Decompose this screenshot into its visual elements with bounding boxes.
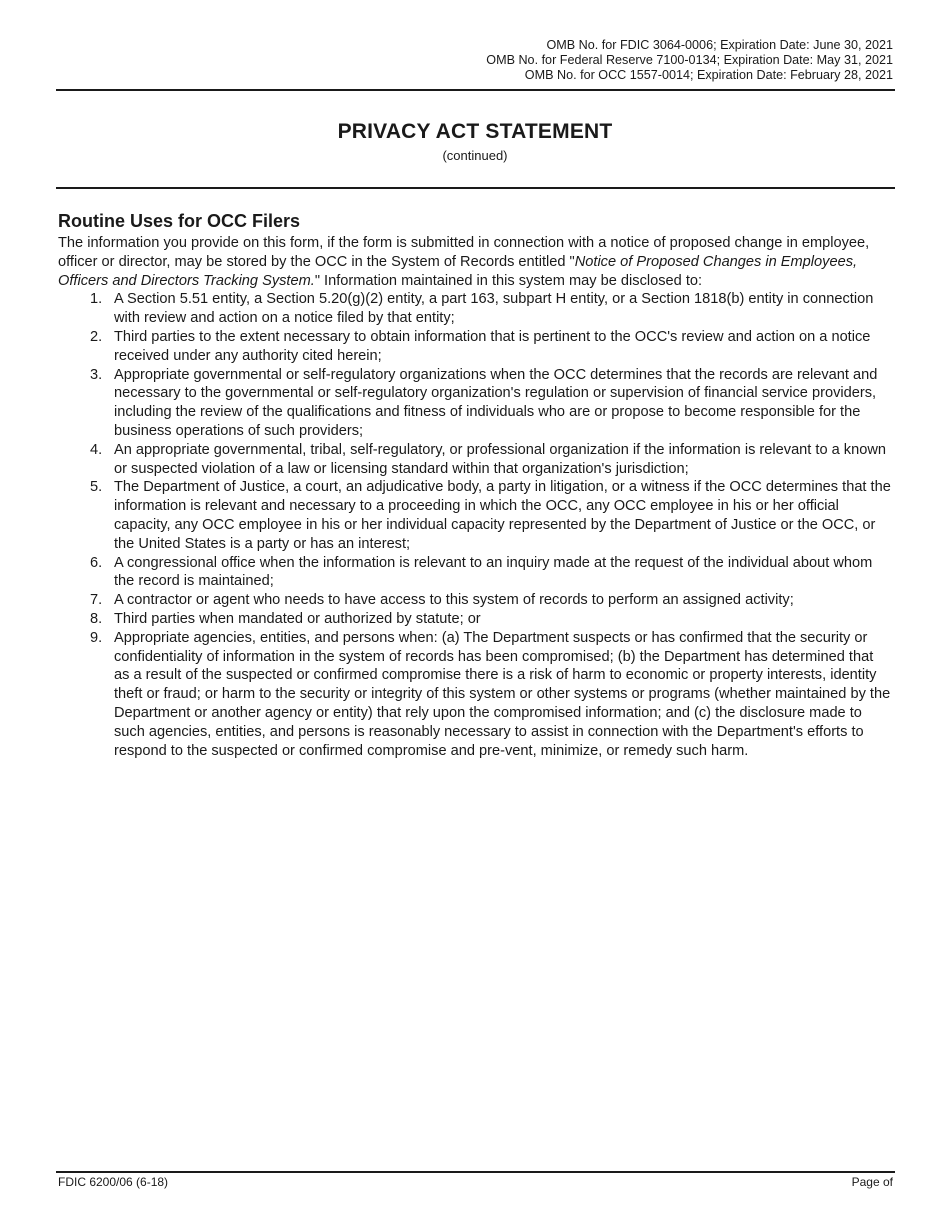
item-number: 6. xyxy=(90,554,103,571)
routine-uses-list xyxy=(58,290,892,760)
item-text: A Section 5.51 entity, a Section 5.20(g)(2) entity, a part 163, subpart H entity, or a Section 1818(b) entity in connection with review and action on a notice filed by that entity; xyxy=(114,291,874,327)
intro-text-end: " Information maintained in this system may be disclosed to: xyxy=(314,272,703,289)
omb-notice xyxy=(486,38,893,83)
section-heading: Routine Uses for OCC Filers xyxy=(58,211,301,231)
list-item xyxy=(58,366,892,441)
omb-line-frb: OMB No. for Federal Reserve 7100-0134; Expiration Date: May 31, 2021 xyxy=(486,53,893,67)
list-item xyxy=(58,629,892,761)
section-intro xyxy=(58,234,892,290)
item-text: A congressional office when the information is relevant to an inquiry made at the request of the individual about whom the record is maintained; xyxy=(114,554,873,590)
item-number: 4. xyxy=(90,441,103,458)
list-item xyxy=(58,610,892,629)
routine-uses-section xyxy=(58,210,892,760)
omb-line-occ: OMB No. for OCC 1557-0014; Expiration Date: February 28, 2021 xyxy=(524,68,893,82)
list-item xyxy=(58,554,892,592)
item-number: 2. xyxy=(90,328,103,345)
item-text: Third parties when mandated or authorized by statute; or xyxy=(114,610,481,627)
intro-text-start: The information you provide on this form, if the form is submitted in connection with a notice of proposed change in employee, officer or director, may be stored by the OCC in the System of Records entitled " xyxy=(58,235,870,270)
item-number: 3. xyxy=(90,366,103,383)
header-divider xyxy=(56,187,895,189)
footer-divider xyxy=(56,1171,895,1173)
list-item xyxy=(58,478,892,553)
item-text: Appropriate agencies, entities, and persons when: (a) The Department suspects or has confirmed that the security or confidentiality of information in the system of records has been compromised; (b) the Department has determined that as a result of the suspected or confirmed compromise there is a risk of harm to economic or property interests, identity theft or fraud; or harm to the security or integrity of this system or other systems or programs (whether maintained by the Department or another agency or entity) that rely upon the compromised information; and (c) the disclosure made to such agencies, entities, and persons is reasonably necessary to assist in connection with the Department's efforts to respond to the suspected or confirmed compromise and pre-vent, minimize, or remedy such harm. xyxy=(114,629,891,759)
list-item xyxy=(58,290,892,328)
item-text: A contractor or agent who needs to have access to this system of records to perform an assigned activity; xyxy=(114,592,794,609)
list-item xyxy=(58,328,892,366)
item-number: 9. xyxy=(90,629,103,646)
item-text: Third parties to the extent necessary to obtain information that is pertinent to the OCC's review and action on a notice received under any authority cited herein; xyxy=(114,328,871,364)
omb-line-fdic: OMB No. for FDIC 3064-0006; Expiration Date: June 30, 2021 xyxy=(546,38,893,52)
page-subtitle: (continued) xyxy=(442,148,508,163)
item-text: Appropriate governmental or self-regulatory organizations when the OCC determines that the records are relevant and necessary to the governmental or self-regulatory organization's regulation or supervision of financial service providers, including the review of the qualifications and fitness of individuals who are or propose to become responsible for the business operations of such providers; xyxy=(114,366,878,439)
item-number: 1. xyxy=(90,291,103,308)
list-item xyxy=(58,591,892,610)
form-number: FDIC 6200/06 (6-18) xyxy=(58,1175,169,1189)
page-number: Page of xyxy=(851,1175,893,1189)
item-number: 5. xyxy=(90,479,103,496)
page-title: PRIVACY ACT STATEMENT xyxy=(337,120,613,143)
item-text: An appropriate governmental, tribal, self-regulatory, or professional organization if the information is relevant to a known or suspected violation of a law or licensing standard within that organization's jurisdiction; xyxy=(114,441,886,477)
item-number: 8. xyxy=(90,610,103,627)
system-of-records-name: Notice of Proposed Changes in Employees, Officers and Directors Tracking System. xyxy=(58,253,858,289)
list-item xyxy=(58,441,892,479)
item-number: 7. xyxy=(90,592,103,609)
item-text: The Department of Justice, a court, an adjudicative body, a party in litigation, or a witness if the OCC determines that the information is relevant and necessary to a proceeding in which the OCC, any OCC employee in his or her official capacity, any OCC employee in his or her individual capacity represented by the Department of Justice or the OCC, or the United States is a party or has an interest; xyxy=(114,479,891,552)
top-divider xyxy=(56,89,895,91)
